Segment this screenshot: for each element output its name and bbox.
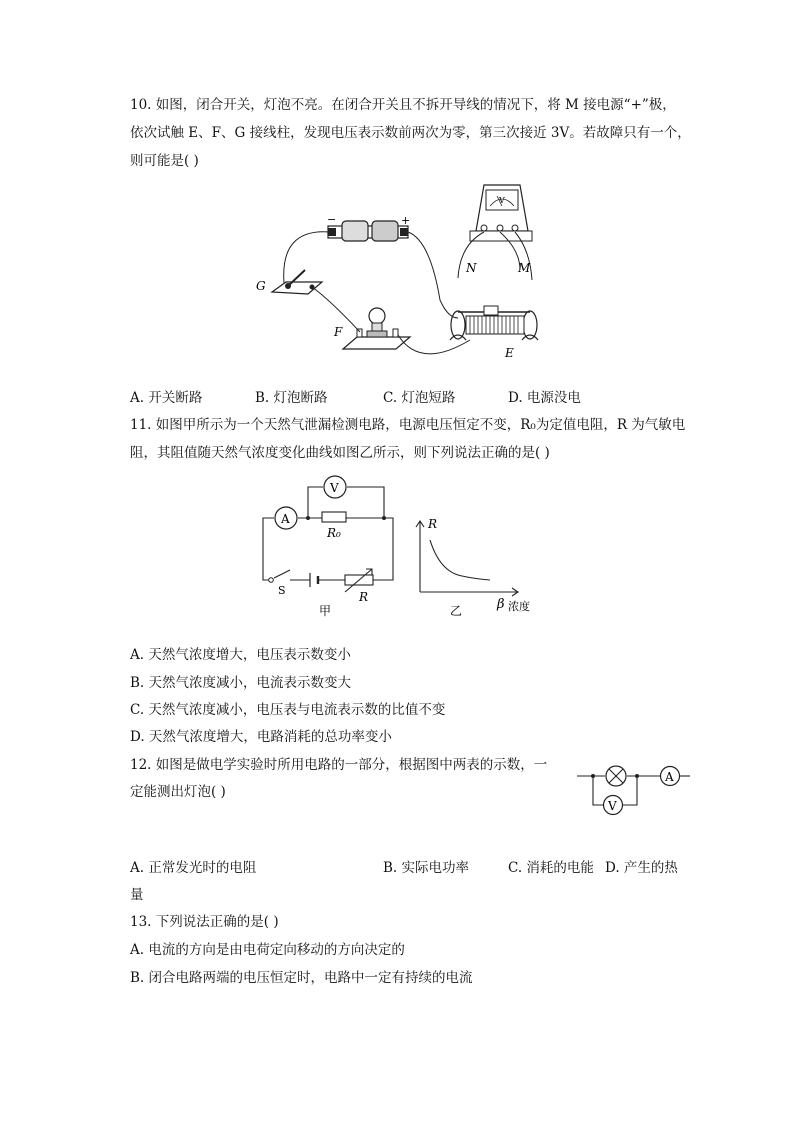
label-jia: 甲	[319, 604, 332, 618]
q11-option-a: A. 天然气浓度增大，电压表示数变小	[130, 647, 351, 663]
q10-option-a: A. 开关断路	[130, 390, 203, 406]
voltmeter-v: V	[608, 799, 617, 813]
q13-line-1: 13. 下列说法正确的是( )	[130, 914, 279, 930]
q10-option-d: D. 电源没电	[508, 390, 581, 406]
label-e: E	[505, 346, 514, 360]
q10-line-3: 则可能是( )	[130, 153, 199, 169]
voltmeter-v: V	[330, 481, 339, 495]
xaxis-beta: β	[497, 597, 505, 612]
q10-option-b: B. 灯泡断路	[255, 390, 328, 406]
label-n: N	[466, 261, 477, 275]
label-s: S	[278, 584, 286, 597]
q11-option-c: C. 天然气浓度减小，电压表与电流表示数的比值不变	[130, 702, 446, 718]
q13-option-b: B. 闭合电路两端的电压恒定时，电路中一定有持续的电流	[130, 970, 473, 986]
q11-line-1: 11. 如图甲所示为一个天然气泄漏检测电路，电源电压恒定不变，R₀为定值电阻，R 为气敏电	[130, 417, 686, 433]
q12-line-1: 12. 如图是做电学实验时所用电路的一部分，根据图中两表的示数，一	[130, 757, 548, 773]
label-g: G	[256, 279, 266, 293]
label-f: F	[334, 325, 343, 339]
voltmeter-v: V	[499, 196, 505, 205]
label-m: M	[518, 261, 531, 275]
xaxis-label: 浓度	[508, 600, 530, 613]
ammeter-a: A	[665, 770, 674, 784]
battery-plus: +	[401, 214, 411, 227]
q11-line-2: 阻，其阻值随天然气浓度变化曲线如图乙所示，则下列说法正确的是( )	[130, 445, 550, 461]
q10-line-1: 10. 如图，闭合开关，灯泡不亮。在闭合开关且不拆开导线的情况下，将 M 接电源“+”极，	[130, 97, 676, 113]
battery-minus: −	[327, 213, 337, 226]
q11-option-d: D. 天然气浓度增大，电路消耗的总功率变小	[130, 729, 392, 745]
q12-option-d-wrap: 量	[130, 887, 144, 903]
label-r: R	[359, 590, 369, 604]
q13-option-a: A. 电流的方向是由电荷定向移动的方向决定的	[130, 942, 405, 958]
yaxis-label: R	[428, 517, 438, 531]
q12-option-d: D. 产生的热	[605, 860, 678, 876]
q10-option-c: C. 灯泡短路	[383, 390, 456, 406]
q11-option-b: B. 天然气浓度减小，电流表示数变大	[130, 675, 352, 691]
ammeter-a: A	[281, 512, 290, 526]
q12-option-b: B. 实际电功率	[383, 860, 470, 876]
q12-option-a: A. 正常发光时的电阻	[130, 860, 257, 876]
lamp-symbol	[606, 766, 626, 786]
q12-option-c: C. 消耗的电能	[508, 860, 594, 876]
label-r0: R₀	[327, 526, 341, 540]
q10-line-2: 依次试触 E、F、G 接线柱，发现电压表示数前两次为零，第三次接近 3V。若故障只有一个，	[130, 125, 691, 141]
label-yi: 乙	[450, 604, 463, 618]
q12-line-2: 定能测出灯泡( )	[130, 784, 226, 800]
